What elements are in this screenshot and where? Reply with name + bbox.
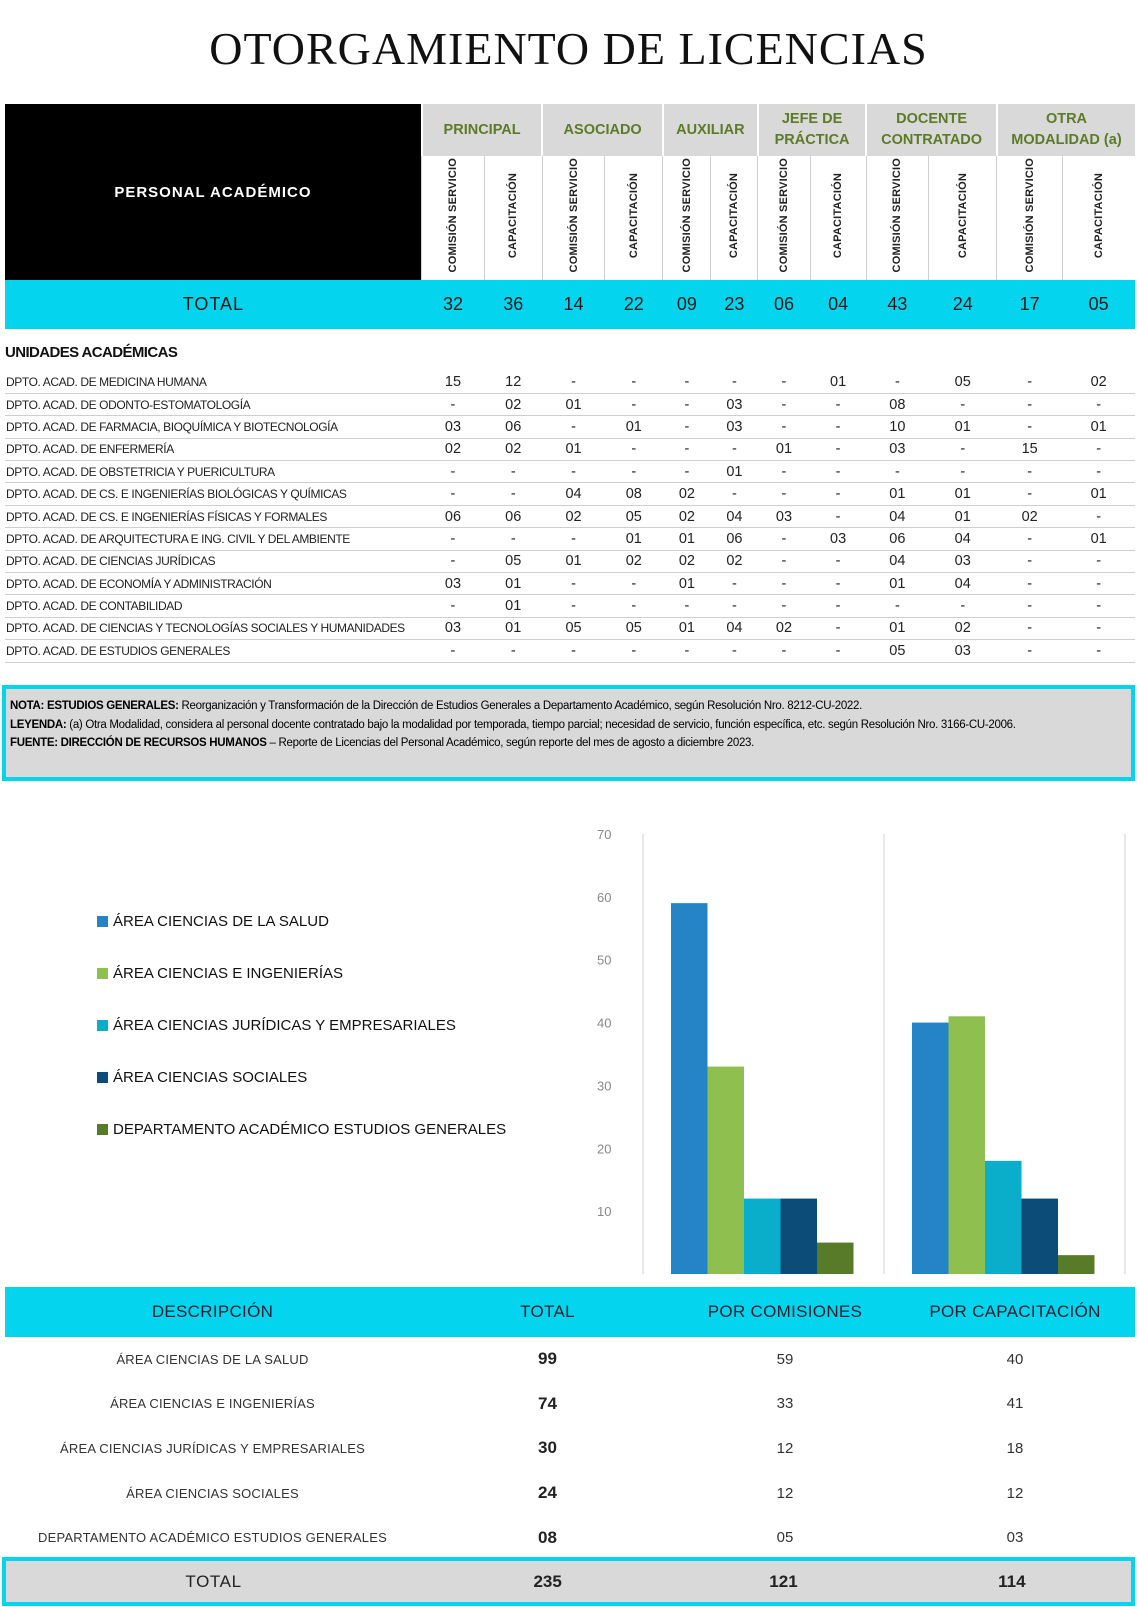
table-row [5, 573, 1135, 595]
subheader-3: CAPACITACIÓN [605, 156, 663, 280]
summary-header [5, 1287, 1135, 1337]
cell-value: - [422, 528, 484, 550]
y-tick-label: 10 [597, 1204, 612, 1220]
group-asociado: ASOCIADO [542, 104, 663, 156]
cell-value: - [997, 416, 1062, 438]
header-por-capacitacion: POR CAPACITACIÓN [929, 1302, 1101, 1321]
summary-capacitacion: 12 [1006, 1484, 1024, 1502]
cell-value: - [810, 461, 866, 483]
summary-total: 99 [538, 1349, 557, 1369]
cell-value: 02 [484, 438, 542, 460]
summary-row [5, 1382, 1135, 1427]
cell-value: - [810, 617, 866, 639]
summary-capacitacion: 40 [1006, 1350, 1024, 1368]
summary-total: 24 [538, 1483, 557, 1503]
cell-value: 04 [711, 617, 758, 639]
group-jefe-practica: JEFE DE PRÁCTICA [758, 104, 866, 156]
department-name: DPTO. ACAD. DE CS. E INGENIERÍAS FÍSICAS Y FORMALES [5, 505, 422, 527]
note-line: NOTA: ESTUDIOS GENERALES: Reorganización y Transformación de la Dirección de Estudios Generales a Departamento Académico, según Resolución Nro. 8212-CU-2022. [10, 700, 863, 712]
cell-value: 08 [605, 483, 663, 505]
subheader-1: CAPACITACIÓN [484, 156, 542, 280]
cell-value: 02 [422, 438, 484, 460]
cell-value: - [663, 595, 711, 617]
cell-value: 04 [711, 505, 758, 527]
cell-value: - [542, 573, 604, 595]
total-value: 05 [1062, 280, 1135, 329]
legend-item [97, 1121, 506, 1138]
cell-value: 03 [758, 505, 810, 527]
table-row [5, 371, 1135, 393]
y-tick-label: 30 [597, 1078, 612, 1094]
subheader-4: COMISIÓN SERVICIO [663, 156, 711, 280]
cell-value: 06 [484, 416, 542, 438]
cell-value: 04 [542, 483, 604, 505]
cell-value: 01 [542, 438, 604, 460]
cell-value: 03 [711, 393, 758, 415]
header-total: TOTAL [520, 1302, 575, 1321]
cell-value: - [711, 371, 758, 393]
cell-value: - [810, 393, 866, 415]
cell-value: - [758, 573, 810, 595]
bar [781, 1199, 818, 1274]
bar-chart [595, 820, 1135, 1285]
cell-value: - [810, 416, 866, 438]
cell-value: - [663, 640, 711, 662]
summary-description: DEPARTAMENTO ACADÉMICO ESTUDIOS GENERALES [38, 1530, 387, 1546]
cell-value: - [758, 640, 810, 662]
cell-value: - [758, 595, 810, 617]
cell-value: - [997, 393, 1062, 415]
cell-value: - [866, 371, 928, 393]
cell-value: 01 [484, 595, 542, 617]
total-value: 23 [711, 280, 758, 329]
subheader-9: CAPACITACIÓN [929, 156, 997, 280]
header-descripcion: DESCRIPCIÓN [151, 1302, 274, 1321]
cell-value: 04 [929, 573, 997, 595]
department-name: DPTO. ACAD. DE ECONOMÍA Y ADMINISTRACIÓN [5, 573, 422, 595]
summary-row [5, 1471, 1135, 1516]
cell-value: - [605, 640, 663, 662]
cell-value: - [422, 550, 484, 572]
department-name: DPTO. ACAD. DE ODONTO-ESTOMATOLOGÍA [5, 393, 422, 415]
cell-value: - [484, 461, 542, 483]
cell-value: - [484, 483, 542, 505]
cell-value: 01 [929, 483, 997, 505]
cell-value: - [542, 416, 604, 438]
cell-value: - [605, 438, 663, 460]
cell-value: 10 [866, 416, 928, 438]
cell-value: 02 [605, 550, 663, 572]
department-name: DPTO. ACAD. DE OBSTETRICIA Y PUERICULTURA [5, 461, 422, 483]
cell-value: 05 [484, 550, 542, 572]
cell-value: 01 [605, 528, 663, 550]
legend-line: LEYENDA: (a) Otra Modalidad, considera al personal docente contratado bajo la modalidad por temporada, tiempo parcial; necesidad de servicio, función específica, etc. según Resolución Nro. 3166-CU-2006. [10, 718, 1016, 731]
summary-comisiones: 05 [776, 1529, 794, 1547]
cell-value: - [866, 461, 928, 483]
cell-value: 02 [711, 550, 758, 572]
cell-value: - [810, 483, 866, 505]
summary-row [5, 1337, 1135, 1382]
total-value: 14 [542, 280, 604, 329]
summary-description: ÁREA CIENCIAS DE LA SALUD [116, 1351, 309, 1367]
cell-value: - [605, 371, 663, 393]
bar [708, 1067, 745, 1274]
cell-value: 03 [866, 438, 928, 460]
summary-total-comisiones: 121 [769, 1571, 798, 1591]
cell-value: - [605, 573, 663, 595]
cell-value: - [758, 528, 810, 550]
summary-row [5, 1426, 1135, 1471]
summary-comisiones: 33 [776, 1395, 794, 1413]
cell-value: 01 [866, 573, 928, 595]
cell-value: - [422, 393, 484, 415]
cell-value: 02 [663, 550, 711, 572]
cell-value: - [997, 371, 1062, 393]
legend-label: ÁREA CIENCIAS DE LA SALUD [113, 913, 329, 930]
subheader-6: COMISIÓN SERVICIO [758, 156, 810, 280]
cell-value: 15 [997, 438, 1062, 460]
table-row [5, 505, 1135, 527]
subheader-8: COMISIÓN SERVICIO [866, 156, 928, 280]
legend-item [97, 965, 343, 982]
cell-value: - [997, 617, 1062, 639]
cell-value: - [605, 393, 663, 415]
summary-total-row [2, 1557, 1135, 1606]
total-value: 17 [997, 280, 1062, 329]
legend-label: ÁREA CIENCIAS SOCIALES [113, 1069, 308, 1086]
cell-value: 01 [866, 483, 928, 505]
cell-value: - [1062, 617, 1135, 639]
summary-total: 08 [538, 1527, 557, 1547]
cell-value: - [605, 595, 663, 617]
department-name: DPTO. ACAD. DE MEDICINA HUMANA [5, 371, 422, 393]
cell-value: - [929, 393, 997, 415]
cell-value: 01 [605, 416, 663, 438]
cell-value: 01 [484, 573, 542, 595]
cell-value: 01 [866, 617, 928, 639]
licencias-table [5, 104, 1135, 663]
cell-value: 15 [422, 371, 484, 393]
cell-value: 01 [1062, 416, 1135, 438]
group-auxiliar: AUXILIAR [663, 104, 758, 156]
cell-value: - [758, 371, 810, 393]
subheader-5: CAPACITACIÓN [711, 156, 758, 280]
cell-value: 01 [663, 617, 711, 639]
summary-capacitacion: 41 [1006, 1395, 1024, 1413]
subheader-11: CAPACITACIÓN [1062, 156, 1135, 280]
cell-value: - [1062, 438, 1135, 460]
cell-value: - [605, 461, 663, 483]
cell-value: - [866, 595, 928, 617]
cell-value: - [929, 595, 997, 617]
cell-value: 04 [866, 550, 928, 572]
bar [985, 1161, 1022, 1274]
cell-value: - [758, 483, 810, 505]
total-value: 24 [929, 280, 997, 329]
cell-value: 06 [711, 528, 758, 550]
summary-capacitacion: 03 [1006, 1529, 1024, 1547]
cell-value: - [1062, 393, 1135, 415]
cell-value: 01 [1062, 483, 1135, 505]
cell-value: 08 [866, 393, 928, 415]
cell-value: 06 [866, 528, 928, 550]
cell-value: - [542, 640, 604, 662]
cell-value: - [758, 461, 810, 483]
cell-value: - [929, 461, 997, 483]
cell-value: - [542, 371, 604, 393]
summary-capacitacion: 18 [1006, 1439, 1024, 1457]
total-value: 32 [422, 280, 484, 329]
cell-value: - [663, 371, 711, 393]
department-name: DPTO. ACAD. DE ENFERMERÍA [5, 438, 422, 460]
cell-value: - [997, 595, 1062, 617]
cell-value: 02 [663, 505, 711, 527]
cell-value: 05 [605, 617, 663, 639]
cell-value: - [542, 461, 604, 483]
legend-swatch [97, 916, 108, 927]
cell-value: - [1062, 505, 1135, 527]
department-name: DPTO. ACAD. DE ESTUDIOS GENERALES [5, 640, 422, 662]
cell-value: 01 [663, 528, 711, 550]
group-principal: PRINCIPAL [422, 104, 543, 156]
cell-value: 06 [484, 505, 542, 527]
cell-value: - [758, 550, 810, 572]
cell-value: 03 [810, 528, 866, 550]
cell-value: - [422, 640, 484, 662]
cell-value: 05 [929, 371, 997, 393]
cell-value: 03 [422, 573, 484, 595]
cell-value: - [663, 416, 711, 438]
department-name: DPTO. ACAD. DE CIENCIAS Y TECNOLOGÍAS SOCIALES Y HUMANIDADES [5, 617, 422, 639]
table-row [5, 595, 1135, 617]
cell-value: 01 [810, 371, 866, 393]
legend-swatch [97, 968, 108, 979]
department-name: DPTO. ACAD. DE CS. E INGENIERÍAS BIOLÓGICAS Y QUÍMICAS [5, 483, 422, 505]
cell-value: 04 [866, 505, 928, 527]
cell-value: 02 [484, 393, 542, 415]
cell-value: 02 [542, 505, 604, 527]
cell-value: - [542, 595, 604, 617]
cell-value: - [810, 573, 866, 595]
group-otra-modalidad: OTRA MODALIDAD (a) [997, 104, 1135, 156]
cell-value: - [711, 573, 758, 595]
cell-value: - [663, 438, 711, 460]
subheader-7: CAPACITACIÓN [810, 156, 866, 280]
cell-value: 04 [929, 528, 997, 550]
cell-value: - [1062, 550, 1135, 572]
header-por-comisiones: POR COMISIONES [707, 1302, 863, 1321]
cell-value: - [1062, 461, 1135, 483]
legend-item [97, 913, 329, 930]
legend-item [97, 1069, 307, 1086]
cell-value: 01 [542, 393, 604, 415]
cell-value: - [997, 483, 1062, 505]
cell-value: - [422, 595, 484, 617]
total-value: 09 [663, 280, 711, 329]
cell-value: 01 [542, 550, 604, 572]
legend-swatch [97, 1072, 108, 1083]
y-tick-label: 70 [597, 827, 612, 842]
summary-total-label: TOTAL [185, 1571, 242, 1591]
table-row [5, 550, 1135, 572]
cell-value: 12 [484, 371, 542, 393]
subheader-10: COMISIÓN SERVICIO [997, 156, 1062, 280]
cell-value: - [929, 438, 997, 460]
cell-value: 05 [866, 640, 928, 662]
subheader-2: COMISIÓN SERVICIO [542, 156, 604, 280]
cell-value: - [711, 640, 758, 662]
summary-rows [5, 1337, 1135, 1560]
cell-value: - [997, 461, 1062, 483]
summary-comisiones: 12 [776, 1484, 794, 1502]
source-line: FUENTE: DIRECCIÓN DE RECURSOS HUMANOS – Reporte de Licencias del Personal Académico, según reporte del mes de agosto a diciembre 2023. [10, 737, 755, 749]
unidades-academicas-heading: UNIDADES ACADÉMICAS [5, 344, 178, 361]
page-title: OTORGAMIENTO DE LICENCIAS [209, 23, 928, 74]
total-value: 06 [758, 280, 810, 329]
table-row [5, 617, 1135, 639]
note-box [2, 685, 1135, 781]
department-name: DPTO. ACAD. DE FARMACIA, BIOQUÍMICA Y BIOTECNOLOGÍA [5, 416, 422, 438]
cell-value: - [758, 393, 810, 415]
cell-value: 01 [758, 438, 810, 460]
total-value: 22 [605, 280, 663, 329]
subheader-0: COMISIÓN SERVICIO [422, 156, 484, 280]
cell-value: 05 [605, 505, 663, 527]
cell-value: 06 [422, 505, 484, 527]
cell-value: - [711, 483, 758, 505]
department-name: DPTO. ACAD. DE ARQUITECTURA E ING. CIVIL Y DEL AMBIENTE [5, 528, 422, 550]
cell-value: - [810, 505, 866, 527]
bar [817, 1243, 854, 1274]
cell-value: - [663, 393, 711, 415]
bar [744, 1199, 781, 1274]
cell-value: 05 [542, 617, 604, 639]
table-row [5, 528, 1135, 550]
personal-academico-header: PERSONAL ACADÉMICO [5, 104, 422, 280]
legend-label: DEPARTAMENTO ACADÉMICO ESTUDIOS GENERALES [113, 1121, 507, 1138]
cell-value: - [1062, 573, 1135, 595]
cell-value: - [997, 640, 1062, 662]
summary-description: ÁREA CIENCIAS JURÍDICAS Y EMPRESARIALES [60, 1440, 365, 1456]
cell-value: 03 [929, 550, 997, 572]
summary-row [5, 1515, 1135, 1560]
legend-label: ÁREA CIENCIAS E INGENIERÍAS [113, 965, 344, 982]
cell-value: 03 [711, 416, 758, 438]
department-name: DPTO. ACAD. DE CONTABILIDAD [5, 595, 422, 617]
cell-value: - [810, 550, 866, 572]
table-row [5, 640, 1135, 662]
legend-label: ÁREA CIENCIAS JURÍDICAS Y EMPRESARIALES [113, 1017, 456, 1034]
bar [671, 903, 708, 1274]
table-row [5, 461, 1135, 483]
table-row [5, 416, 1135, 438]
cell-value: 02 [929, 617, 997, 639]
cell-value: - [1062, 640, 1135, 662]
cell-value: - [1062, 595, 1135, 617]
total-value: 43 [866, 280, 928, 329]
cell-value: - [997, 550, 1062, 572]
summary-total-value: 235 [533, 1571, 562, 1591]
cell-value: - [758, 416, 810, 438]
cell-value: 03 [929, 640, 997, 662]
y-tick-label: 50 [597, 952, 612, 968]
cell-value: 01 [929, 416, 997, 438]
cell-value: - [663, 461, 711, 483]
cell-value: 02 [1062, 371, 1135, 393]
total-label: TOTAL [5, 280, 422, 329]
legend-swatch [97, 1124, 108, 1135]
cell-value: - [997, 528, 1062, 550]
table-row [5, 483, 1135, 505]
group-docente-contratado: DOCENTE CONTRATADO [866, 104, 997, 156]
cell-value: - [810, 640, 866, 662]
cell-value: - [997, 573, 1062, 595]
cell-value: 02 [758, 617, 810, 639]
cell-value: 03 [422, 617, 484, 639]
cell-value: 01 [711, 461, 758, 483]
cell-value: - [484, 528, 542, 550]
legend-swatch [97, 1020, 108, 1031]
bar [1058, 1255, 1095, 1274]
y-tick-label: 60 [597, 889, 612, 905]
cell-value: 01 [663, 573, 711, 595]
y-tick-label: 40 [597, 1015, 612, 1031]
cell-value: 01 [484, 617, 542, 639]
cell-value: - [711, 438, 758, 460]
cell-value: - [484, 640, 542, 662]
summary-comisiones: 59 [776, 1350, 794, 1368]
bar [949, 1016, 986, 1274]
summary-total: 30 [538, 1438, 557, 1458]
summary-description: ÁREA CIENCIAS SOCIALES [126, 1485, 299, 1501]
cell-value: 01 [1062, 528, 1135, 550]
table-row [5, 393, 1135, 415]
cell-value: - [422, 483, 484, 505]
department-name: DPTO. ACAD. DE CIENCIAS JURÍDICAS [5, 550, 422, 572]
bar [1022, 1199, 1059, 1274]
total-value: 04 [810, 280, 866, 329]
cell-value: 02 [997, 505, 1062, 527]
cell-value: - [422, 461, 484, 483]
summary-description: ÁREA CIENCIAS E INGENIERÍAS [110, 1396, 315, 1412]
legend-item [97, 1017, 456, 1034]
cell-value: - [810, 438, 866, 460]
bar [912, 1023, 949, 1274]
cell-value: 02 [663, 483, 711, 505]
cell-value: 03 [422, 416, 484, 438]
summary-total-capacitacion: 114 [998, 1571, 1026, 1591]
summary-comisiones: 12 [776, 1439, 794, 1457]
cell-value: - [810, 595, 866, 617]
cell-value: - [542, 528, 604, 550]
y-tick-label: 20 [597, 1141, 612, 1157]
summary-total: 74 [538, 1393, 557, 1413]
cell-value: 01 [929, 505, 997, 527]
table-row [5, 438, 1135, 460]
cell-value: - [711, 595, 758, 617]
total-value: 36 [484, 280, 542, 329]
